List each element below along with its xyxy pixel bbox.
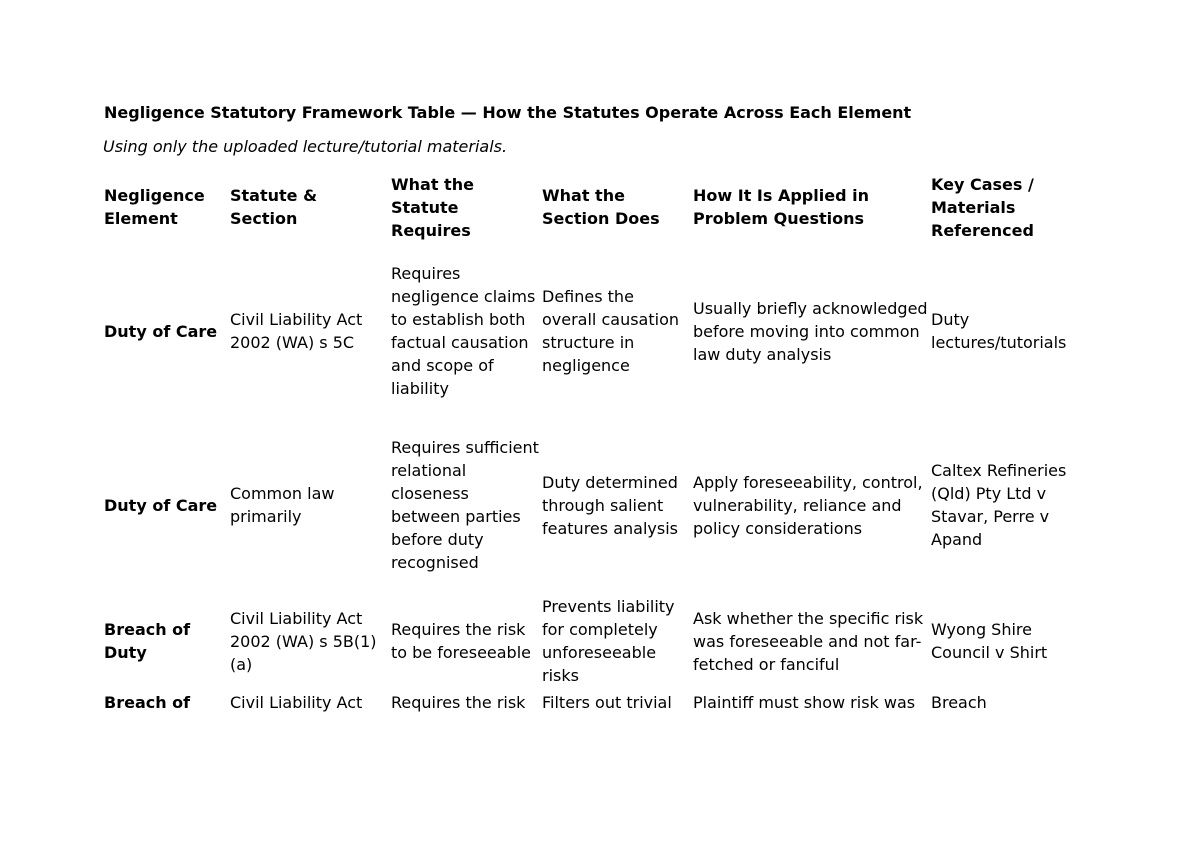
cell-applied: Ask whether the specific risk was foreseeable and not far-fetched or fanciful — [693, 608, 924, 674]
cell-element: Breach of — [104, 693, 191, 712]
cell-statute: Civil Liability Act 2002 (WA) s 5B(1)(a) — [230, 608, 377, 674]
table-row — [102, 243, 1079, 419]
cell-requires: Requires the risk — [391, 693, 526, 712]
header-cases: Key Cases / Materials Referenced — [931, 174, 1034, 240]
document-subtitle: Using only the uploaded lecture/tutorial materials. — [103, 137, 508, 156]
document-title: Negligence Statutory Framework Table — How the Statutes Operate Across Each Element — [104, 103, 912, 122]
cell-does: Defines the overall causation structure in negligence — [542, 287, 679, 375]
header-statute: Statute & Section — [230, 186, 318, 228]
table-row — [102, 419, 1079, 591]
cell-requires: Requires negligence claims to establish both factual causation and scope of liability — [391, 264, 536, 398]
header-applied: How It Is Applied in Problem Questions — [693, 186, 869, 228]
cell-applied: Plaintiff must show risk was — [693, 693, 916, 712]
table-header-row — [102, 171, 1079, 243]
cell-requires: Requires the risk to be foreseeable — [391, 620, 531, 662]
cell-element: Breach of Duty — [104, 620, 191, 662]
cell-cases: Duty lectures/tutorials — [931, 310, 1067, 352]
table-row — [102, 691, 1079, 725]
cell-statute: Civil Liability Act 2002 (WA) s 5C — [230, 310, 363, 352]
cell-element: Duty of Care — [104, 495, 218, 515]
table-row — [102, 591, 1079, 691]
cell-cases: Caltex Refineries (Qld) Pty Ltd v Stavar, Perre v Apand — [931, 461, 1067, 549]
cell-cases: Wyong Shire Council v Shirt — [931, 620, 1048, 662]
header-requires: What the Statute Requires — [391, 174, 474, 240]
cell-does: Prevents liability for completely unforeseeable risks — [542, 597, 675, 685]
header-element: Negligence Element — [104, 186, 205, 228]
cell-applied: Usually briefly acknowledged before moving into common law duty analysis — [693, 298, 928, 364]
cell-does: Filters out trivial — [542, 693, 672, 712]
cell-element: Duty of Care — [104, 321, 218, 341]
cell-statute: Civil Liability Act — [230, 693, 363, 712]
cell-statute: Common law primarily — [230, 484, 335, 526]
cell-applied: Apply foreseeability, control, vulnerability, reliance and policy considerations — [693, 472, 923, 538]
cell-requires: Requires sufficient relational closeness between parties before duty recognised — [391, 438, 539, 572]
cell-cases: Breach — [931, 693, 987, 712]
cell-does: Duty determined through salient features analysis — [542, 472, 678, 538]
statutory-framework-table — [102, 171, 1079, 725]
header-does: What the Section Does — [542, 186, 660, 228]
